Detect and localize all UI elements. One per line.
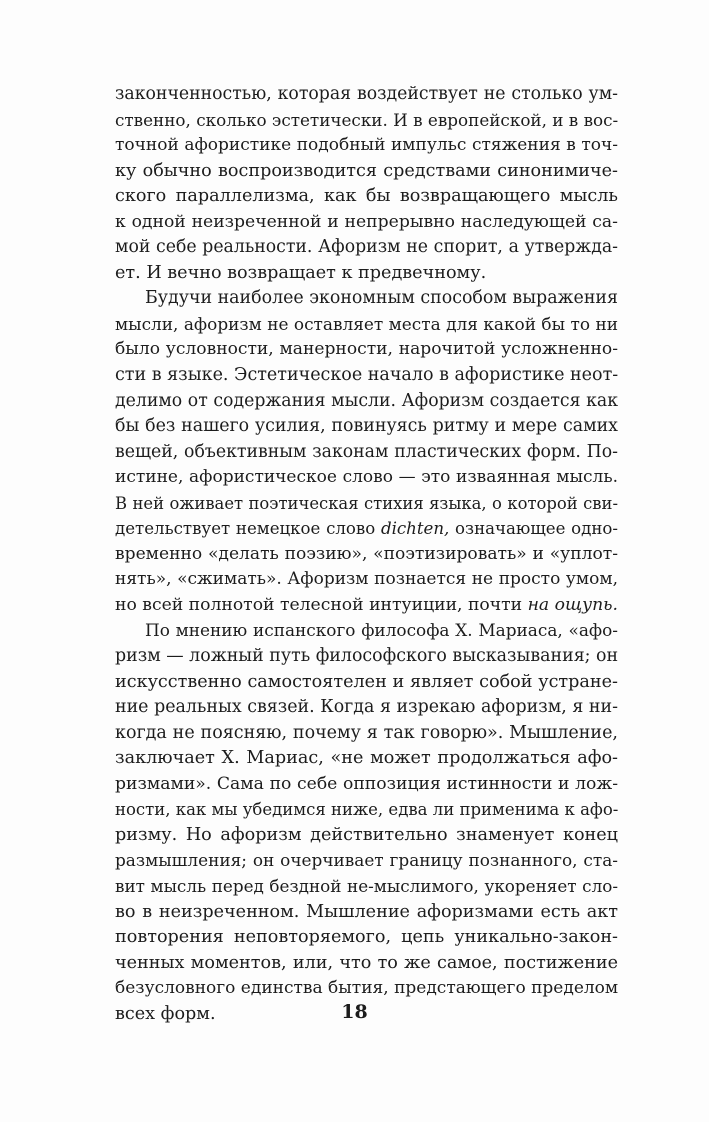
text-line: мысли, афоризм не оставляет места для какой бы то ни <box>115 313 618 334</box>
text-line <box>115 516 618 542</box>
text-line: ризм — ложный путь философского высказывания; он <box>115 646 619 667</box>
text-line: к одной неизреченной и непрерывно наследующей са- <box>115 211 618 232</box>
text-line: мой себе реальности. Афоризм не спорит, а утвержда- <box>115 237 618 258</box>
text-segment: означающее одно- <box>449 519 618 539</box>
text-line <box>115 593 618 619</box>
italic-term: dichten, <box>380 519 450 539</box>
text-line: вит мысль перед бездной не-мыслимого, укореняет сло- <box>115 875 618 896</box>
text-line: ского параллелизма, как бы возвращающего мысль <box>115 186 618 207</box>
text-line: размышления; он очерчивает границу познанного, ста- <box>115 850 618 871</box>
text-line: безусловного единства бытия, предстающего пределом <box>115 978 619 999</box>
text-line: ченных моментов, или, что то же самое, постижение <box>115 952 618 973</box>
text-line: было условности, манерности, нарочитой усложненно- <box>115 339 618 360</box>
text-line: законченностью, которая воздействует не столько ум- <box>115 84 618 104</box>
text-line: заключает Х. Мариас, «не может продолжаться афо- <box>115 748 618 769</box>
text-line: повторения неповторяемого, цепь уникально-закон- <box>115 927 618 948</box>
text-line: ности, как мы убедимся ниже, едва ли применима к афо- <box>115 800 619 820</box>
text-line: ственно, сколько эстетически. И в европейской, и в вос- <box>115 109 619 130</box>
italic-term: на ощупь. <box>527 594 619 615</box>
text-segment: детельствует немецкое слово <box>115 519 381 539</box>
text-line: делимо от содержания мысли. Афоризм создается как <box>115 390 618 411</box>
text-line: ет. И вечно возвращает к предвечному. <box>115 262 487 283</box>
text-line: бы без нашего усилия, повинуясь ритму и мере самих <box>115 416 618 437</box>
text-line: нять», «сжимать». Афоризм познается не просто умом, <box>115 569 618 590</box>
text-line: ку обычно воспроизводится средствами синонимиче- <box>115 160 618 181</box>
text-line: сти в языке. Эстетическое начало в афористике неот- <box>115 365 619 386</box>
body-text <box>115 82 618 1027</box>
text-line: временно «делать поэзию», «поэтизировать» и «уплот- <box>115 543 618 564</box>
text-segment: но всей полнотой телесной интуиции, почти <box>115 594 528 615</box>
text-line: искусственно самостоятелен и являет собой устране- <box>115 671 618 692</box>
text-line: По мнению испанского философа Х. Мариаса, «афо- <box>145 620 618 641</box>
text-line: точной афористике подобный импульс стяжения в точ- <box>115 135 618 156</box>
text-line: В ней оживает поэтическая стихия языка, о которой сви- <box>115 493 618 513</box>
text-line: ние реальных связей. Когда я изрекаю афоризм, я ни- <box>115 697 618 718</box>
text-line: Будучи наиболее экономным способом выражения <box>145 288 618 309</box>
text-line: вещей, объективным законам пластических форм. По- <box>115 441 618 462</box>
page-number: 18 <box>341 1001 368 1023</box>
text-line: истине, афористическое слово — это изваянная мысль. <box>115 467 618 488</box>
text-line: всех форм. <box>115 1003 216 1024</box>
text-line: когда не поясняю, почему я так говорю». Мышление, <box>115 722 618 743</box>
text-line: во в неизреченном. Мышление афоризмами есть акт <box>115 901 618 922</box>
text-line: ризму. Но афоризм действительно знаменует конец <box>115 824 618 845</box>
text-line: ризмами». Сама по себе оппозиция истинности и лож- <box>115 773 618 794</box>
